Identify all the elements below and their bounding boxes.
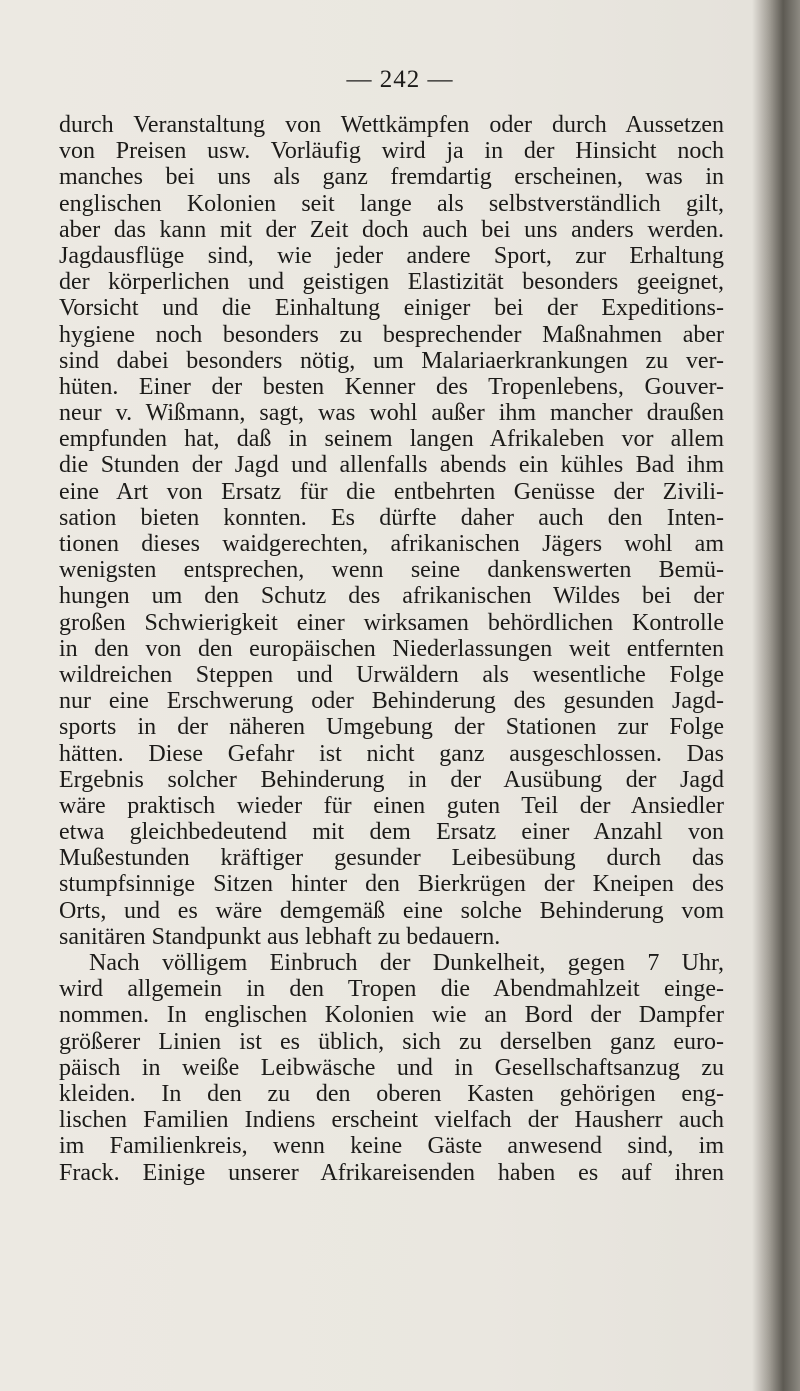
text-line: im Familienkreis, wenn keine Gäste anwesend sind, im: [59, 1133, 724, 1160]
text-line: Vorsicht und die Einhaltung einiger bei der Expeditions-: [59, 295, 724, 322]
text-line: von Preisen usw. Vorläufig wird ja in der Hinsicht noch: [59, 138, 724, 165]
text-line: stumpfsinnige Sitzen hinter den Bierkrügen der Kneipen des: [59, 871, 724, 898]
body-text: [59, 112, 724, 1186]
text-line: hüten. Einer der besten Kenner des Tropenlebens, Gouver-: [59, 373, 724, 400]
text-line: durch Veranstaltung von Wettkämpfen oder durch Aussetzen: [59, 112, 724, 138]
text-line: etwa gleichbedeutend mit dem Ersatz einer Anzahl von: [59, 819, 724, 846]
paragraph-end-line: sanitären Standpunkt aus lebhaft zu bedauern.: [59, 923, 501, 950]
text-line: die Stunden der Jagd und allenfalls abends ein kühles Bad ihm: [59, 452, 724, 479]
text-line: wäre praktisch wieder für einen guten Teil der Ansiedler: [59, 792, 724, 819]
text-line: kleiden. In den zu den oberen Kasten gehörigen eng-: [59, 1080, 724, 1107]
text-line: Frack. Einige unserer Afrikareisenden haben es auf ihren: [59, 1159, 724, 1186]
text-line: hygiene noch besonders zu besprechender Maßnahmen aber: [59, 321, 724, 348]
text-line: in den von den europäischen Niederlassungen weit entfernten: [59, 635, 724, 662]
text-line: sind dabei besonders nötig, um Malariaerkrankungen zu ver-: [59, 347, 724, 374]
text-line: großen Schwierigkeit einer wirksamen behördlichen Kontrolle: [59, 609, 724, 636]
text-line: wildreichen Steppen und Urwäldern als wesentliche Folge: [59, 661, 724, 688]
text-line: sation bieten konnten. Es dürfte daher auch den Inten-: [59, 504, 724, 531]
text-line: größerer Linien ist es üblich, sich zu derselben ganz euro-: [59, 1028, 724, 1055]
page-number: — 242 —: [346, 66, 454, 93]
text-line: hungen um den Schutz des afrikanischen Wildes bei der: [59, 583, 724, 610]
text-line: sports in der näheren Umgebung der Stationen zur Folge: [59, 714, 724, 741]
text-line: Mußestunden kräftiger gesunder Leibesübung durch das: [59, 845, 724, 872]
text-line: wird allgemein in den Tropen die Abendmahlzeit einge-: [59, 976, 724, 1003]
text-line: eine Art von Ersatz für die entbehrten Genüsse der Zivili-: [59, 478, 724, 505]
text-line: Orts, und es wäre demgemäß eine solche Behinderung vom: [59, 897, 724, 924]
text-line: empfunden hat, daß in seinem langen Afrikaleben vor allem: [59, 426, 724, 453]
text-line: nommen. In englischen Kolonien wie an Bord der Dampfer: [59, 1002, 724, 1029]
text-line: englischen Kolonien seit lange als selbstverständlich gilt,: [59, 190, 724, 217]
text-line: aber das kann mit der Zeit doch auch bei uns anders werden.: [59, 216, 724, 243]
text-line: lischen Familien Indiens erscheint vielfach der Hausherr auch: [59, 1107, 724, 1134]
paragraph-start-line: Nach völligem Einbruch der Dunkelheit, gegen 7 Uhr,: [89, 950, 724, 976]
text-line: neur v. Wißmann, sagt, was wohl außer ihm mancher draußen: [59, 400, 724, 427]
text-line: Jagdausflüge sind, wie jeder andere Sport, zur Erhaltung: [59, 242, 724, 269]
text-line: tionen dieses waidgerechten, afrikanischen Jägers wohl am: [59, 531, 724, 557]
text-line: der körperlichen und geistigen Elastizität besonders geeignet,: [59, 269, 724, 296]
text-line: hätten. Diese Gefahr ist nicht ganz ausgeschlossen. Das: [59, 740, 724, 767]
text-line: manches bei uns als ganz fremdartig erscheinen, was in: [59, 164, 724, 191]
page-edge-shadow: [752, 0, 800, 1391]
text-line: nur eine Erschwerung oder Behinderung des gesunden Jagd-: [59, 688, 724, 715]
text-line: Ergebnis solcher Behinderung in der Ausübung der Jagd: [59, 766, 724, 793]
text-line: päisch in weiße Leibwäsche und in Gesellschaftsanzug zu: [59, 1054, 724, 1081]
text-line: wenigsten entsprechen, wenn seine dankenswerten Bemü-: [59, 557, 724, 584]
